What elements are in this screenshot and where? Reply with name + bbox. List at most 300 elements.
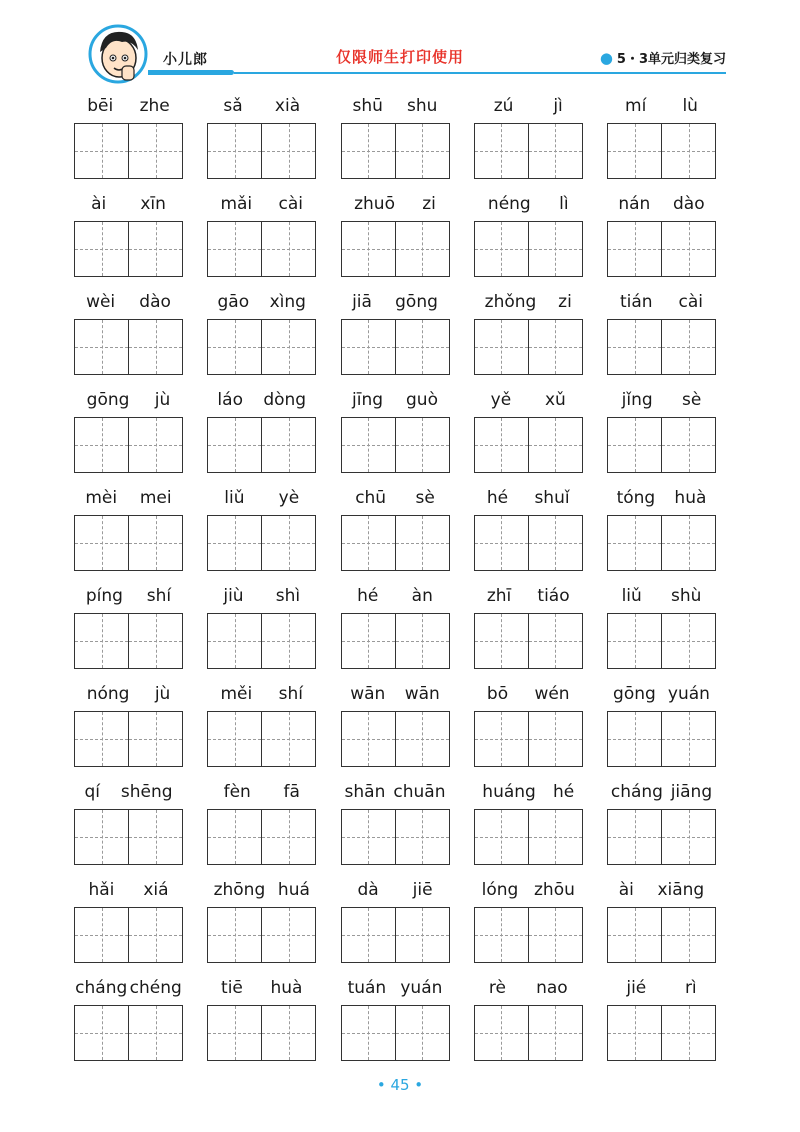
pinyin-syllable: yuán xyxy=(667,684,710,704)
tianzige-cell[interactable] xyxy=(528,1006,582,1060)
pinyin-word xyxy=(207,191,316,251)
pinyin-syllable: bēi xyxy=(87,96,114,116)
pinyin-syllable: shì xyxy=(275,586,301,606)
tianzige-cell[interactable] xyxy=(208,124,261,178)
writing-box-pair[interactable] xyxy=(474,123,583,179)
pinyin-word xyxy=(474,779,583,839)
pinyin-text xyxy=(74,583,183,609)
pinyin-syllable: ài xyxy=(91,194,107,214)
tianzige-cell[interactable] xyxy=(208,908,261,962)
writing-box-pair[interactable] xyxy=(341,319,450,375)
pinyin-text xyxy=(474,583,583,609)
pinyin-syllable: yě xyxy=(490,390,512,410)
pinyin-text xyxy=(607,289,716,315)
pinyin-syllable: cháng xyxy=(610,782,663,802)
tianzige-cell[interactable] xyxy=(395,124,449,178)
pinyin-syllable: jì xyxy=(553,96,563,116)
pinyin-syllable: shuǐ xyxy=(534,488,570,508)
pinyin-text xyxy=(341,485,450,511)
pinyin-syllable: yè xyxy=(278,488,300,508)
tianzige-cell[interactable] xyxy=(661,810,715,864)
tianzige-cell[interactable] xyxy=(342,222,395,276)
pinyin-text xyxy=(74,387,183,413)
pinyin-word xyxy=(207,485,316,545)
tianzige-cell[interactable] xyxy=(395,712,449,766)
pinyin-syllable: měi xyxy=(220,684,253,704)
pinyin-word xyxy=(607,191,716,251)
tianzige-cell[interactable] xyxy=(661,516,715,570)
pinyin-word xyxy=(474,877,583,937)
pinyin-text xyxy=(607,779,716,805)
pinyin-text xyxy=(474,191,583,217)
tianzige-cell[interactable] xyxy=(342,810,395,864)
writing-box-pair[interactable] xyxy=(607,417,716,473)
tianzige-cell[interactable] xyxy=(128,1006,182,1060)
pinyin-text xyxy=(607,681,716,707)
pinyin-word xyxy=(74,975,183,1035)
page-number: • 45 • xyxy=(376,1076,424,1094)
tianzige-cell[interactable] xyxy=(342,124,395,178)
writing-box-pair[interactable] xyxy=(474,515,583,571)
pinyin-syllable: ài xyxy=(618,880,634,900)
pinyin-word xyxy=(607,681,716,741)
header-divider-line xyxy=(234,72,726,74)
pinyin-text xyxy=(474,485,583,511)
tianzige-cell[interactable] xyxy=(128,124,182,178)
tianzige-cell[interactable] xyxy=(128,810,182,864)
writing-box-pair[interactable] xyxy=(341,711,450,767)
boy-cartoon-icon xyxy=(88,22,148,84)
tianzige-cell[interactable] xyxy=(528,320,582,374)
writing-box-pair[interactable] xyxy=(74,417,183,473)
writing-box-pair[interactable] xyxy=(474,907,583,963)
writing-box-pair[interactable] xyxy=(474,809,583,865)
writing-box-pair[interactable] xyxy=(207,1005,316,1061)
writing-box-pair[interactable] xyxy=(607,809,716,865)
tianzige-cell[interactable] xyxy=(128,222,182,276)
pinyin-syllable: dà xyxy=(357,880,379,900)
pinyin-syllable: shí xyxy=(278,684,304,704)
pinyin-syllable: àn xyxy=(411,586,433,606)
writing-box-pair[interactable] xyxy=(607,515,716,571)
pinyin-text xyxy=(607,485,716,511)
tianzige-cell[interactable] xyxy=(661,222,715,276)
tianzige-cell[interactable] xyxy=(261,516,315,570)
tianzige-cell[interactable] xyxy=(208,712,261,766)
tianzige-cell[interactable] xyxy=(75,614,128,668)
pinyin-word xyxy=(607,877,716,937)
tianzige-cell[interactable] xyxy=(475,418,528,472)
pinyin-word xyxy=(341,779,450,839)
pinyin-syllable: jiù xyxy=(223,586,244,606)
pinyin-syllable: zhōng xyxy=(213,880,266,900)
tianzige-cell[interactable] xyxy=(661,124,715,178)
writing-box-pair[interactable] xyxy=(74,907,183,963)
tianzige-cell[interactable] xyxy=(75,1006,128,1060)
pinyin-syllable: dòng xyxy=(263,390,307,410)
pinyin-word xyxy=(474,975,583,1035)
tianzige-cell[interactable] xyxy=(528,810,582,864)
tianzige-cell[interactable] xyxy=(75,418,128,472)
writing-box-pair[interactable] xyxy=(207,417,316,473)
tianzige-cell[interactable] xyxy=(395,908,449,962)
pinyin-word xyxy=(74,779,183,839)
pinyin-syllable: mí xyxy=(625,96,647,116)
tianzige-cell[interactable] xyxy=(475,1006,528,1060)
tianzige-cell[interactable] xyxy=(128,418,182,472)
pinyin-text xyxy=(207,975,316,1001)
tianzige-cell[interactable] xyxy=(128,712,182,766)
pinyin-syllable: wén xyxy=(534,684,570,704)
pinyin-syllable: huáng xyxy=(482,782,536,802)
pinyin-syllable: shu xyxy=(407,96,438,116)
pinyin-word xyxy=(74,877,183,937)
tianzige-cell[interactable] xyxy=(342,516,395,570)
pinyin-word xyxy=(207,583,316,643)
pinyin-word xyxy=(207,877,316,937)
pinyin-text xyxy=(74,93,183,119)
tianzige-cell[interactable] xyxy=(661,614,715,668)
pinyin-syllable: xiāng xyxy=(657,880,705,900)
tianzige-cell[interactable] xyxy=(342,614,395,668)
pinyin-syllable: hé xyxy=(486,488,509,508)
tianzige-cell[interactable] xyxy=(608,222,661,276)
tianzige-cell[interactable] xyxy=(395,1006,449,1060)
writing-box-pair[interactable] xyxy=(207,123,316,179)
pinyin-text xyxy=(74,877,183,903)
tianzige-cell[interactable] xyxy=(342,712,395,766)
pinyin-word xyxy=(474,485,583,545)
tianzige-cell[interactable] xyxy=(261,418,315,472)
pinyin-syllable: wān xyxy=(350,684,386,704)
tianzige-cell[interactable] xyxy=(395,418,449,472)
tianzige-cell[interactable] xyxy=(528,418,582,472)
writing-box-pair[interactable] xyxy=(341,613,450,669)
pinyin-text xyxy=(607,93,716,119)
tianzige-cell[interactable] xyxy=(661,908,715,962)
pinyin-text xyxy=(474,975,583,1001)
pinyin-text xyxy=(74,289,183,315)
tianzige-cell[interactable] xyxy=(128,516,182,570)
pinyin-word xyxy=(207,93,316,153)
writing-box-pair[interactable] xyxy=(207,515,316,571)
pinyin-syllable: zhōu xyxy=(534,880,575,900)
pinyin-syllable: fèn xyxy=(223,782,251,802)
writing-box-pair[interactable] xyxy=(74,613,183,669)
writing-box-pair[interactable] xyxy=(74,319,183,375)
pinyin-syllable: wèi xyxy=(86,292,116,312)
pinyin-word xyxy=(207,975,316,1035)
tianzige-cell[interactable] xyxy=(208,516,261,570)
tianzige-cell[interactable] xyxy=(608,712,661,766)
pinyin-text xyxy=(74,681,183,707)
tianzige-cell[interactable] xyxy=(208,222,261,276)
print-notice: 仅限师生打印使用 xyxy=(335,48,464,66)
tianzige-cell[interactable] xyxy=(395,320,449,374)
pinyin-word xyxy=(474,583,583,643)
tianzige-cell[interactable] xyxy=(261,712,315,766)
pinyin-word xyxy=(607,779,716,839)
pinyin-word xyxy=(607,387,716,447)
pinyin-word xyxy=(74,681,183,741)
writing-box-pair[interactable] xyxy=(474,417,583,473)
pinyin-syllable: hé xyxy=(552,782,575,802)
pinyin-syllable: néng xyxy=(487,194,531,214)
writing-box-pair[interactable] xyxy=(607,907,716,963)
tianzige-cell[interactable] xyxy=(261,1006,315,1060)
pinyin-text xyxy=(207,681,316,707)
pinyin-syllable: bō xyxy=(486,684,509,704)
tianzige-cell[interactable] xyxy=(475,320,528,374)
tianzige-cell[interactable] xyxy=(475,516,528,570)
tianzige-cell[interactable] xyxy=(608,320,661,374)
tianzige-cell[interactable] xyxy=(528,908,582,962)
pinyin-text xyxy=(341,975,450,1001)
tianzige-cell[interactable] xyxy=(261,614,315,668)
pinyin-syllable: rè xyxy=(488,978,506,998)
pinyin-syllable: hǎi xyxy=(88,880,115,900)
pinyin-text xyxy=(341,877,450,903)
pinyin-text xyxy=(474,877,583,903)
pinyin-syllable: huà xyxy=(674,488,707,508)
pinyin-syllable: gōng xyxy=(613,684,656,704)
tianzige-cell[interactable] xyxy=(342,418,395,472)
pinyin-syllable: tián xyxy=(619,292,653,312)
writing-box-pair[interactable] xyxy=(341,417,450,473)
pinyin-text xyxy=(607,387,716,413)
pinyin-writing-grid xyxy=(74,93,720,1035)
pinyin-syllable: xīn xyxy=(140,194,166,214)
tianzige-cell[interactable] xyxy=(661,418,715,472)
tianzige-cell[interactable] xyxy=(75,810,128,864)
writing-box-pair[interactable] xyxy=(207,319,316,375)
pinyin-syllable: chū xyxy=(355,488,387,508)
pinyin-syllable: jiā xyxy=(352,292,372,312)
pinyin-syllable: tóng xyxy=(616,488,656,508)
tianzige-cell[interactable] xyxy=(661,320,715,374)
tianzige-cell[interactable] xyxy=(261,124,315,178)
pinyin-word xyxy=(474,289,583,349)
tianzige-cell[interactable] xyxy=(128,614,182,668)
tianzige-cell[interactable] xyxy=(608,418,661,472)
writing-box-pair[interactable] xyxy=(474,613,583,669)
pinyin-word xyxy=(207,289,316,349)
pinyin-word xyxy=(607,289,716,349)
pinyin-syllable: mèi xyxy=(85,488,118,508)
tianzige-cell[interactable] xyxy=(475,222,528,276)
writing-box-pair[interactable] xyxy=(341,221,450,277)
pinyin-syllable: nao xyxy=(536,978,568,998)
pinyin-syllable: píng xyxy=(85,586,123,606)
writing-box-pair[interactable] xyxy=(341,907,450,963)
writing-box-pair[interactable] xyxy=(474,221,583,277)
tianzige-cell[interactable] xyxy=(128,320,182,374)
pinyin-word xyxy=(207,681,316,741)
tianzige-cell[interactable] xyxy=(261,908,315,962)
writing-box-pair[interactable] xyxy=(341,809,450,865)
writing-box-pair[interactable] xyxy=(207,221,316,277)
pinyin-word xyxy=(341,289,450,349)
pinyin-syllable: láo xyxy=(217,390,243,410)
pinyin-syllable: chuān xyxy=(393,782,446,802)
pinyin-syllable: zi xyxy=(558,292,572,312)
tianzige-cell[interactable] xyxy=(475,712,528,766)
tianzige-cell[interactable] xyxy=(75,908,128,962)
tianzige-cell[interactable] xyxy=(75,222,128,276)
writing-box-pair[interactable] xyxy=(74,809,183,865)
pinyin-syllable: tuán xyxy=(347,978,387,998)
tianzige-cell[interactable] xyxy=(395,222,449,276)
pinyin-syllable: gōng xyxy=(86,390,130,410)
pinyin-syllable: huá xyxy=(277,880,310,900)
pinyin-syllable: huà xyxy=(270,978,303,998)
tianzige-cell[interactable] xyxy=(261,320,315,374)
tianzige-cell[interactable] xyxy=(342,1006,395,1060)
writing-box-pair[interactable] xyxy=(74,711,183,767)
tianzige-cell[interactable] xyxy=(208,418,261,472)
tianzige-cell[interactable] xyxy=(475,810,528,864)
writing-box-pair[interactable] xyxy=(207,809,316,865)
pinyin-text xyxy=(207,485,316,511)
pinyin-text xyxy=(207,583,316,609)
tianzige-cell[interactable] xyxy=(75,320,128,374)
pinyin-word xyxy=(607,485,716,545)
writing-box-pair[interactable] xyxy=(607,319,716,375)
pinyin-syllable: tiē xyxy=(221,978,243,998)
tianzige-cell[interactable] xyxy=(528,516,582,570)
pinyin-word xyxy=(341,387,450,447)
pinyin-syllable: nóng xyxy=(86,684,130,704)
pinyin-text xyxy=(207,877,316,903)
tianzige-cell[interactable] xyxy=(261,222,315,276)
pinyin-word xyxy=(74,289,183,349)
tianzige-cell[interactable] xyxy=(528,222,582,276)
tianzige-cell[interactable] xyxy=(528,712,582,766)
pinyin-text xyxy=(74,485,183,511)
bullet-icon: ● xyxy=(599,49,613,67)
pinyin-syllable: jù xyxy=(154,684,171,704)
tianzige-cell[interactable] xyxy=(608,1006,661,1060)
pinyin-syllable: cài xyxy=(678,292,704,312)
unit-title xyxy=(600,48,726,67)
pinyin-syllable: xiá xyxy=(143,880,169,900)
pinyin-syllable: zhuō xyxy=(354,194,395,214)
pinyin-syllable: jīng xyxy=(352,390,384,410)
pinyin-word xyxy=(607,93,716,153)
page-header xyxy=(0,0,800,90)
pinyin-syllable: gōng xyxy=(395,292,438,312)
writing-box-pair[interactable] xyxy=(607,613,716,669)
tianzige-cell[interactable] xyxy=(661,1006,715,1060)
pinyin-syllable: dào xyxy=(673,194,705,214)
writing-box-pair[interactable] xyxy=(207,711,316,767)
writing-box-pair[interactable] xyxy=(474,1005,583,1061)
pinyin-syllable: shí xyxy=(146,586,172,606)
tianzige-cell[interactable] xyxy=(608,908,661,962)
tianzige-cell[interactable] xyxy=(395,516,449,570)
pinyin-text xyxy=(474,681,583,707)
writing-box-pair[interactable] xyxy=(207,613,316,669)
pinyin-syllable: jǐng xyxy=(621,390,653,410)
tianzige-cell[interactable] xyxy=(208,614,261,668)
tianzige-cell[interactable] xyxy=(528,124,582,178)
tianzige-cell[interactable] xyxy=(608,516,661,570)
pinyin-word xyxy=(607,975,716,1035)
writing-box-pair[interactable] xyxy=(74,123,183,179)
pinyin-syllable: cài xyxy=(278,194,304,214)
pinyin-word xyxy=(341,93,450,153)
tianzige-cell[interactable] xyxy=(208,320,261,374)
tianzige-cell[interactable] xyxy=(528,614,582,668)
pinyin-syllable: nán xyxy=(618,194,651,214)
pinyin-syllable: fā xyxy=(283,782,300,802)
tianzige-cell[interactable] xyxy=(342,320,395,374)
tianzige-cell[interactable] xyxy=(608,124,661,178)
tianzige-cell[interactable] xyxy=(261,810,315,864)
writing-box-pair[interactable] xyxy=(607,221,716,277)
writing-box-pair[interactable] xyxy=(341,123,450,179)
writing-box-pair[interactable] xyxy=(341,1005,450,1061)
pinyin-syllable: sǎ xyxy=(223,96,243,116)
tianzige-cell[interactable] xyxy=(395,810,449,864)
tianzige-cell[interactable] xyxy=(608,810,661,864)
writing-box-pair[interactable] xyxy=(607,1005,716,1061)
pinyin-syllable: shēng xyxy=(120,782,173,802)
pinyin-text xyxy=(341,191,450,217)
pinyin-syllable: jiāng xyxy=(670,782,713,802)
tianzige-cell[interactable] xyxy=(75,712,128,766)
pinyin-syllable: wān xyxy=(404,684,440,704)
brand-name: 小儿郎 xyxy=(163,52,208,68)
pinyin-syllable: jié xyxy=(626,978,647,998)
tianzige-cell[interactable] xyxy=(661,712,715,766)
tianzige-cell[interactable] xyxy=(608,614,661,668)
pinyin-word xyxy=(341,975,450,1035)
writing-box-pair[interactable] xyxy=(74,1005,183,1061)
pinyin-word xyxy=(341,583,450,643)
pinyin-word xyxy=(74,485,183,545)
tianzige-cell[interactable] xyxy=(208,810,261,864)
pinyin-syllable: tiáo xyxy=(537,586,570,606)
pinyin-syllable: lì xyxy=(559,194,569,214)
tianzige-cell[interactable] xyxy=(342,908,395,962)
tianzige-cell[interactable] xyxy=(475,124,528,178)
pinyin-text xyxy=(74,975,183,1001)
writing-box-pair[interactable] xyxy=(341,515,450,571)
tianzige-cell[interactable] xyxy=(75,516,128,570)
writing-box-pair[interactable] xyxy=(607,711,716,767)
tianzige-cell[interactable] xyxy=(395,614,449,668)
pinyin-syllable: shù xyxy=(670,586,702,606)
pinyin-word xyxy=(474,681,583,741)
tianzige-cell[interactable] xyxy=(128,908,182,962)
pinyin-text xyxy=(207,93,316,119)
pinyin-word xyxy=(74,387,183,447)
writing-box-pair[interactable] xyxy=(207,907,316,963)
pinyin-text xyxy=(607,975,716,1001)
writing-box-pair[interactable] xyxy=(74,221,183,277)
tianzige-cell[interactable] xyxy=(75,124,128,178)
writing-box-pair[interactable] xyxy=(474,319,583,375)
tianzige-cell[interactable] xyxy=(208,1006,261,1060)
writing-box-pair[interactable] xyxy=(607,123,716,179)
pinyin-syllable: lóng xyxy=(481,880,519,900)
tianzige-cell[interactable] xyxy=(475,908,528,962)
pinyin-syllable: zi xyxy=(422,194,436,214)
writing-box-pair[interactable] xyxy=(74,515,183,571)
tianzige-cell[interactable] xyxy=(475,614,528,668)
writing-box-pair[interactable] xyxy=(474,711,583,767)
